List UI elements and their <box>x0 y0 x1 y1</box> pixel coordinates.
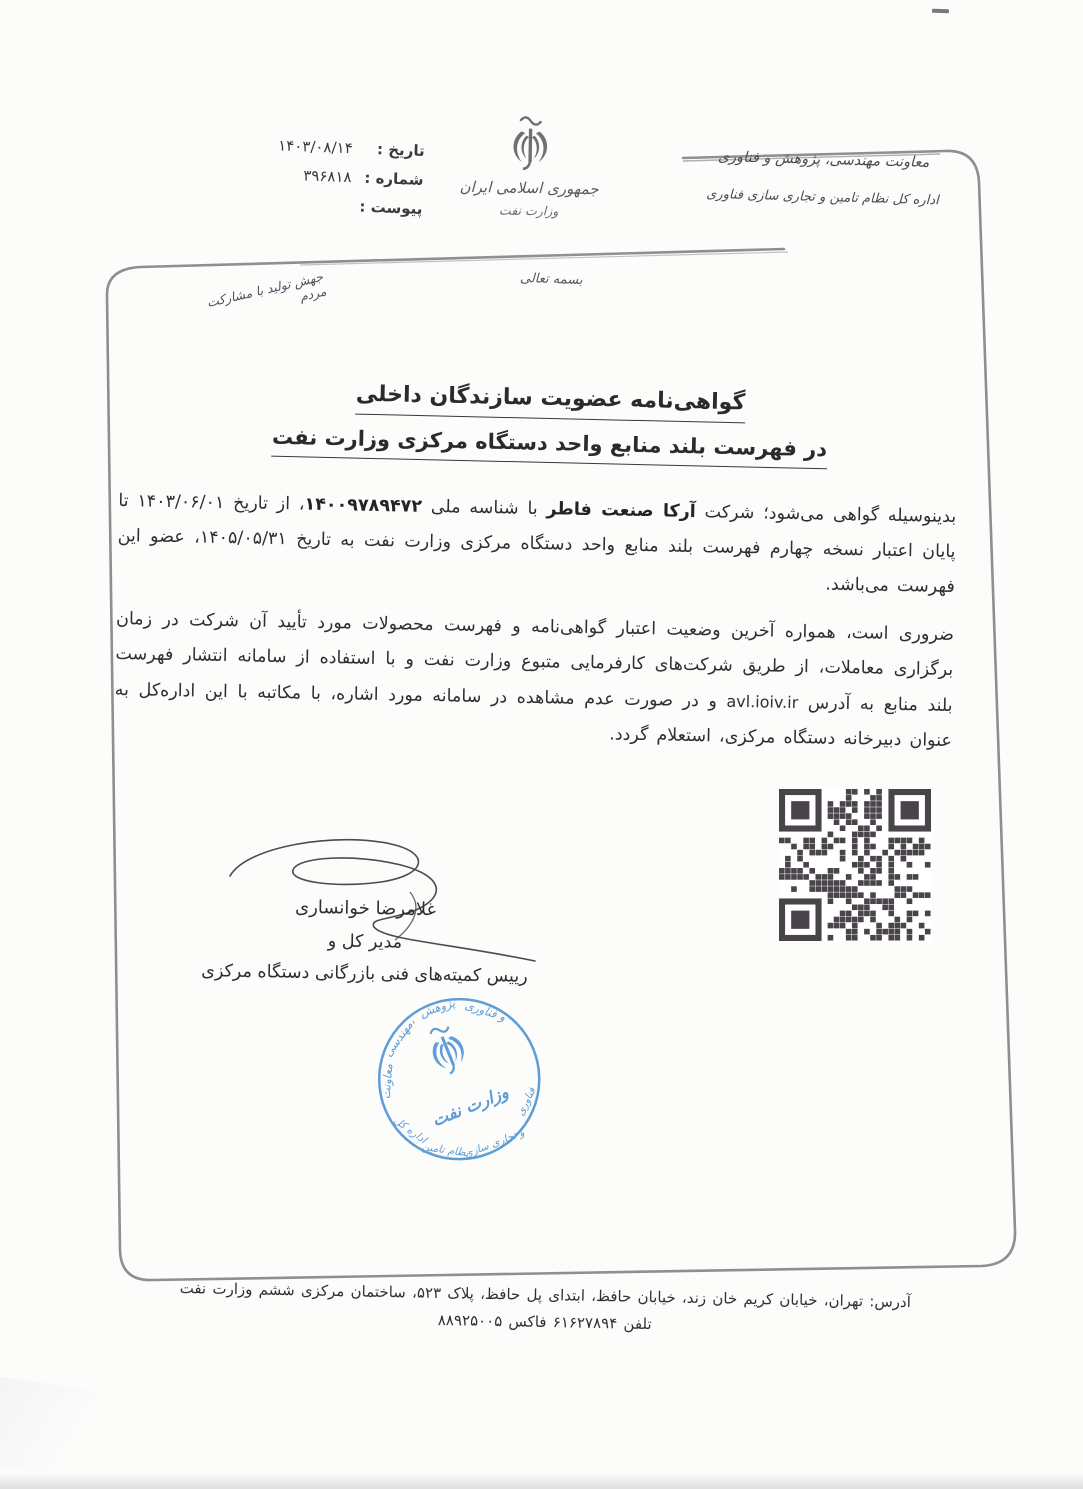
footer-phone-fax: تلفن ۶۱۶۲۷۸۹۴ فاکس ۸۸۹۲۵۰۰۵ <box>437 1310 652 1334</box>
number-value: ۳۹۶۸۱۸ <box>302 166 352 187</box>
stamp-arc-text: و تجاری سازی <box>462 1126 527 1161</box>
date-label: تاریخ : <box>376 140 425 160</box>
stamp-arc-text: نظام تامین <box>420 1140 470 1160</box>
p1-text-b: با شناسه ملی <box>421 496 547 520</box>
signer-name: غلامرضا خوانساری <box>294 896 437 921</box>
number-row <box>188 162 424 189</box>
office-name: اداره کل نظام تامین و تجاری سازی فناوری <box>706 186 939 209</box>
signer-role-1: مدیر کل و <box>327 931 403 953</box>
besmele-text: بسمه تعالی <box>519 270 583 289</box>
stamp-arc-text: و فناوری <box>463 997 508 1024</box>
scan-edge-shadow <box>0 1473 1083 1489</box>
title-line-1: گواهی‌نامه عضویت سازندگان داخلی <box>355 382 745 424</box>
ministry-stamp <box>332 956 592 1216</box>
paragraph-verification <box>114 602 955 759</box>
year-slogan: جهش تولید با مشارکت مردم <box>205 268 328 311</box>
deputy-name: معاونت مهندسی، پژوهش و فناوری <box>717 149 930 171</box>
paper-fold-shade <box>0 1372 155 1488</box>
stamp-emblem-icon <box>424 1022 470 1078</box>
title-line-2: در فهرست بلند منابع واحد دستگاه مرکزی وزارت نفت <box>272 425 828 470</box>
stamp-arc-text: معاونت <box>378 1063 396 1100</box>
p1-text-c: ، از تاریخ ۱۴۰۳/۰۶/۰۱ تا پایان اعتبار نسخه چهارم فهرست بلند منابع واحد دستگاه مرکزی وزارت نفت به تاریخ ۱۴۰۵/۰۵/۳۱، عضو این فهرست می‌باشد. <box>117 490 956 598</box>
signer-role-2: رییس کمیته‌های فنی بازرگانی دستگاه مرکزی <box>201 961 528 987</box>
stamp-arc-text: پژوهش <box>418 995 457 1020</box>
scan-artifact-mark <box>932 9 949 14</box>
footer-address: آدرس: تهران، خیابان کریم خان زند، خیابان حافظ، ابتدای پل حافظ، پلاک ۵۲۳، ساختمان مرکزی ششم وزارت نفت <box>179 1278 912 1312</box>
date-row <box>189 133 425 160</box>
attachment-row <box>187 191 423 218</box>
date-value: ۱۴۰۳/۰۸/۱۴ <box>277 136 354 158</box>
p2-text-a: ضروری است، همواره آخرین وضعیت اعتبار گواهی‌نامه و فهرست محصولات مورد تأیید آن شرکت در زمان برگزاری معاملات، از طریق شرکت‌های کارفرمایی متبوع وزارت نفت و با استفاده از سامانه انتشار فهرست بلند منابع به آدرس <box>115 608 955 717</box>
p2-text-b: و در صورت عدم مشاهده در سامانه مورد اشاره، با مکاتبه با این اداره‌کل به عنوان دبیرخانه دستگاه مرکزی، استعلام گردد. <box>114 679 953 752</box>
letter-meta-block <box>187 133 425 229</box>
stamp-arc-text: اداره کل <box>391 1114 429 1147</box>
national-id: ۱۴۰۰۹۷۸۹۴۷۲ <box>304 494 423 517</box>
stamp-arc-text: فناوری <box>514 1085 539 1118</box>
stamp-arc-text: مهندسی، <box>380 1015 418 1060</box>
verification-website: avl.ioiv.ir <box>726 691 799 713</box>
certificate-body <box>113 484 956 772</box>
company-name: آرکا صنعت فاطر <box>546 499 696 523</box>
paragraph-membership <box>117 484 957 605</box>
footer-address-block <box>145 1278 946 1338</box>
number-label: شماره : <box>364 168 424 189</box>
qr-code <box>779 789 931 941</box>
stamp-center-text: وزارت نفت <box>428 1081 512 1131</box>
department-block <box>667 148 978 210</box>
attachment-label: پیوست : <box>359 197 423 218</box>
country-name: جمهوری اسلامی ایران <box>459 177 599 199</box>
letterhead-center <box>431 110 628 219</box>
iran-emblem-icon <box>498 111 561 176</box>
ministry-name: وزارت نفت <box>498 202 559 219</box>
p1-text-a: بدینوسیله گواهی می‌شود؛ شرکت <box>695 502 957 528</box>
certificate-title <box>249 379 851 470</box>
